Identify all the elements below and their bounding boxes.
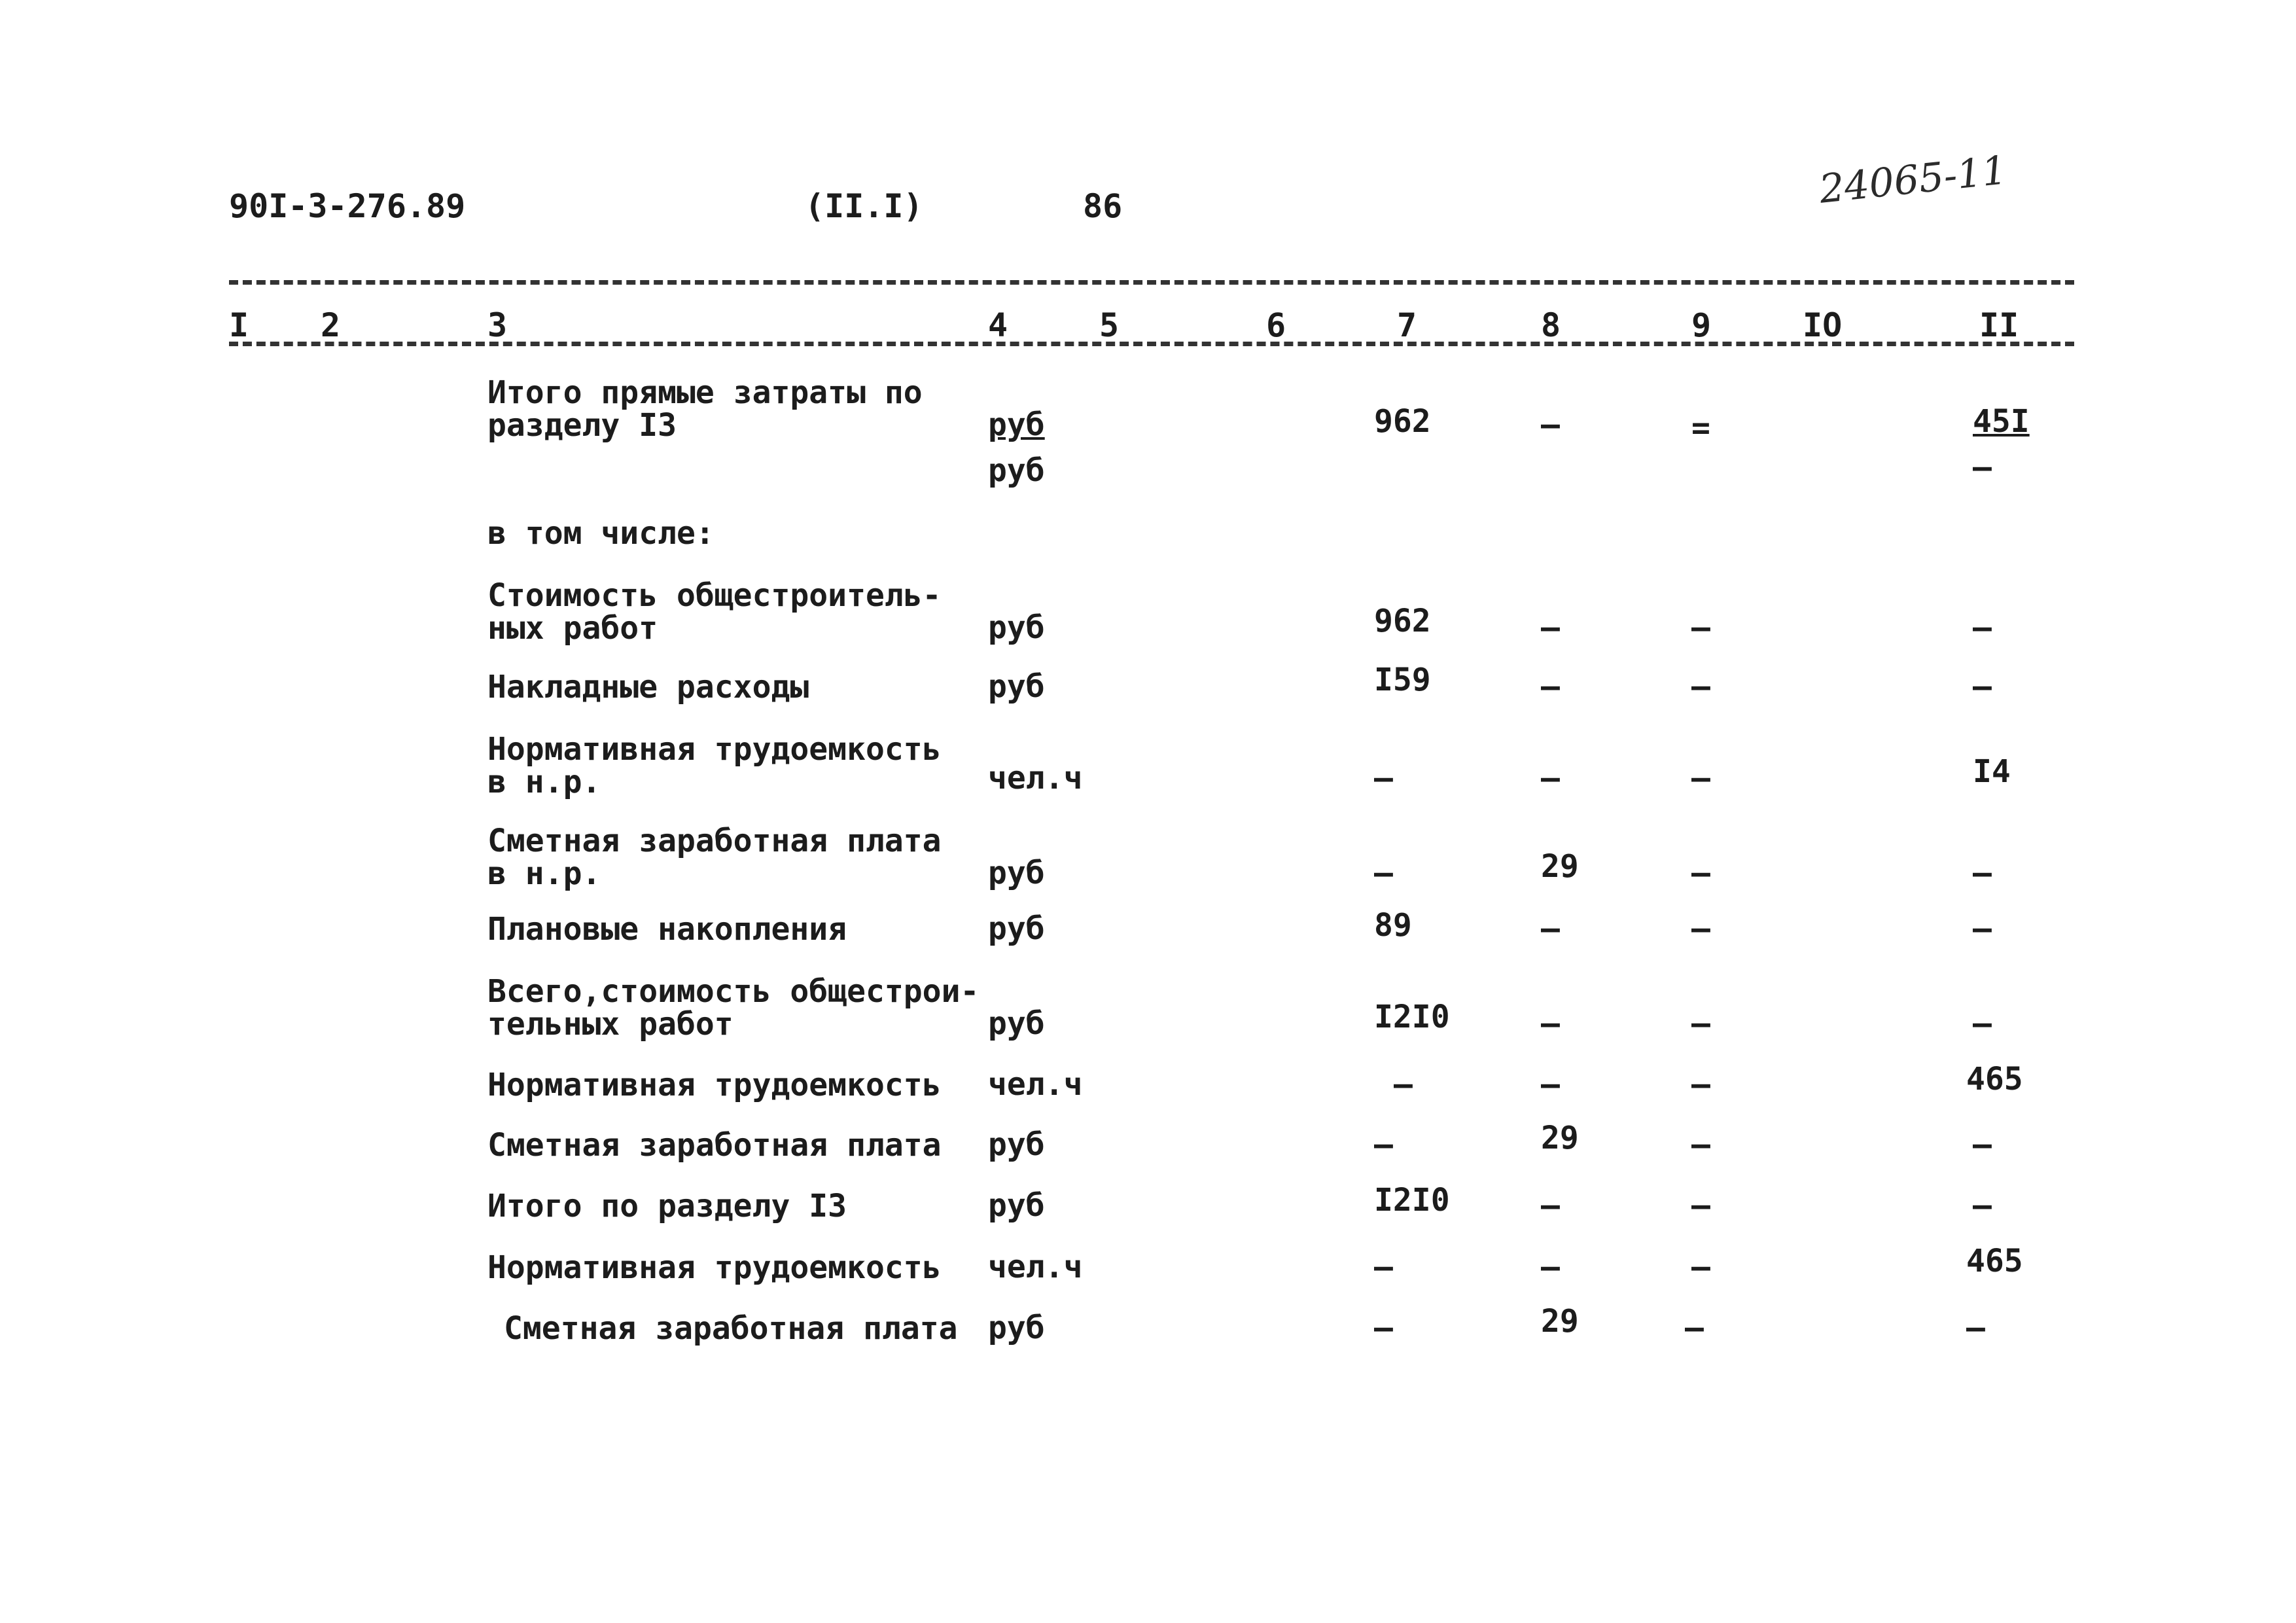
row-col8: 29 (1541, 1120, 1579, 1156)
row-label: Накладные расходы (487, 669, 809, 705)
row-label: Сметная заработная плата (487, 1127, 942, 1164)
col-num-4: 4 (988, 306, 1008, 344)
row-unit: руб (988, 910, 1045, 947)
col-num-6: 6 (1266, 306, 1286, 344)
col-num-2: 2 (321, 306, 341, 344)
row-col11: – (1973, 910, 1992, 947)
row-col11-b: – (1973, 449, 1992, 486)
doc-code: 90I-3-276.89 (229, 187, 466, 225)
row-col7: – (1374, 760, 1393, 796)
row-col7: – (1394, 1066, 1413, 1103)
row-col8: – (1541, 1187, 1560, 1224)
row-col11: I4 (1973, 753, 2011, 790)
col-num-9: 9 (1691, 306, 1712, 344)
row-label: Нормативная трудоемкость (487, 1067, 942, 1103)
row-col8: – (1541, 1249, 1560, 1285)
row-label-line2: разделу I3 (487, 407, 677, 444)
row-col11: – (1973, 1005, 1992, 1042)
row-col8: – (1541, 910, 1560, 947)
row-label-line1: Стоимость общестроитель- (487, 577, 942, 614)
column-rule (229, 342, 2074, 346)
row-col11: – (1966, 1310, 1985, 1346)
row-label-line1: Всего,стоимость общестрои- (487, 973, 980, 1010)
row-label: Сметная заработная плата (504, 1310, 958, 1347)
row-label: Итого по разделу I3 (487, 1188, 847, 1224)
row-col9: – (1691, 855, 1710, 891)
subheading: в том числе: (487, 515, 715, 552)
col-num-1: I (229, 306, 249, 344)
row-label: Нормативная трудоемкость (487, 1249, 942, 1286)
row-col9: – (1691, 1126, 1710, 1163)
row-col8: – (1541, 1066, 1560, 1103)
section-number: (II.I) (805, 187, 923, 225)
row-col9: – (1691, 1187, 1710, 1224)
row-col11: – (1973, 1126, 1992, 1163)
row-col7: 962 (1374, 603, 1431, 639)
row-col9: – (1691, 1066, 1710, 1103)
row-col7: – (1374, 1126, 1393, 1163)
col-num-3: 3 (487, 306, 508, 344)
row-col8: – (1541, 668, 1560, 705)
row-label-line2: ных работ (487, 610, 658, 647)
row-unit: руб (988, 1005, 1045, 1042)
row-col9: – (1691, 609, 1710, 646)
row-col9: – (1691, 668, 1710, 705)
row-col9: – (1685, 1310, 1704, 1346)
row-label-line2: тельных работ (487, 1006, 733, 1043)
row-col11: 45I (1973, 403, 2030, 440)
row-col9: – (1691, 760, 1710, 796)
row-col7: I59 (1374, 662, 1431, 698)
row-label-line1: Сметная заработная плата (487, 823, 942, 859)
row-col7: – (1374, 855, 1393, 891)
row-unit: руб (988, 668, 1045, 705)
row-col8: – (1541, 609, 1560, 646)
row-unit: чел.ч (988, 1066, 1083, 1103)
row-unit: руб (988, 1126, 1045, 1163)
row-col8: – (1541, 760, 1560, 796)
row-unit: чел.ч (988, 760, 1083, 796)
row-col11: 465 (1966, 1061, 2023, 1097)
row-unit: руб (988, 1187, 1045, 1224)
row-label-line2: в н.р. (487, 764, 601, 800)
col-num-11: II (1979, 306, 2019, 344)
col-num-7: 7 (1397, 306, 1417, 344)
row-col7: I2I0 (1374, 1182, 1450, 1219)
row-col7: 89 (1374, 907, 1412, 944)
row-label-line2: в н.р. (487, 855, 601, 892)
row-col7: – (1374, 1249, 1393, 1285)
row-col8: 29 (1541, 1303, 1579, 1340)
row-col9: – (1691, 1005, 1710, 1042)
col-num-5: 5 (1099, 306, 1120, 344)
row-col7: 962 (1374, 403, 1431, 440)
row-col8: – (1541, 406, 1560, 443)
top-rule (229, 280, 2074, 285)
row-col9: – (1691, 910, 1710, 947)
row-col11: – (1973, 1187, 1992, 1224)
row-col11: 465 (1966, 1243, 2023, 1279)
row-col7: I2I0 (1374, 999, 1450, 1035)
row-col11: – (1973, 855, 1992, 891)
col-num-8: 8 (1541, 306, 1561, 344)
row-unit: руб (988, 609, 1045, 646)
row-unit: чел.ч (988, 1249, 1083, 1285)
page-number: 86 (1083, 187, 1123, 225)
row-col9: = (1691, 410, 1710, 446)
row-label-line1: Итого прямые затраты по (487, 374, 923, 411)
row-label-line1: Нормативная трудоемкость (487, 731, 942, 768)
row-unit: руб (988, 406, 1045, 443)
row-col11: – (1973, 668, 1992, 705)
row-unit: руб (988, 1310, 1045, 1346)
row-col8: 29 (1541, 848, 1579, 885)
col-num-10: IO (1803, 306, 1843, 344)
row-col9: – (1691, 1249, 1710, 1285)
row-col7: – (1374, 1310, 1393, 1346)
handwritten-ref: 24065-11 (1817, 147, 2009, 213)
row-col8: – (1541, 1005, 1560, 1042)
row-col11: – (1973, 609, 1992, 646)
row-label: Плановые накопления (487, 911, 847, 948)
row-unit-2: руб (988, 452, 1045, 489)
row-unit: руб (988, 855, 1045, 891)
